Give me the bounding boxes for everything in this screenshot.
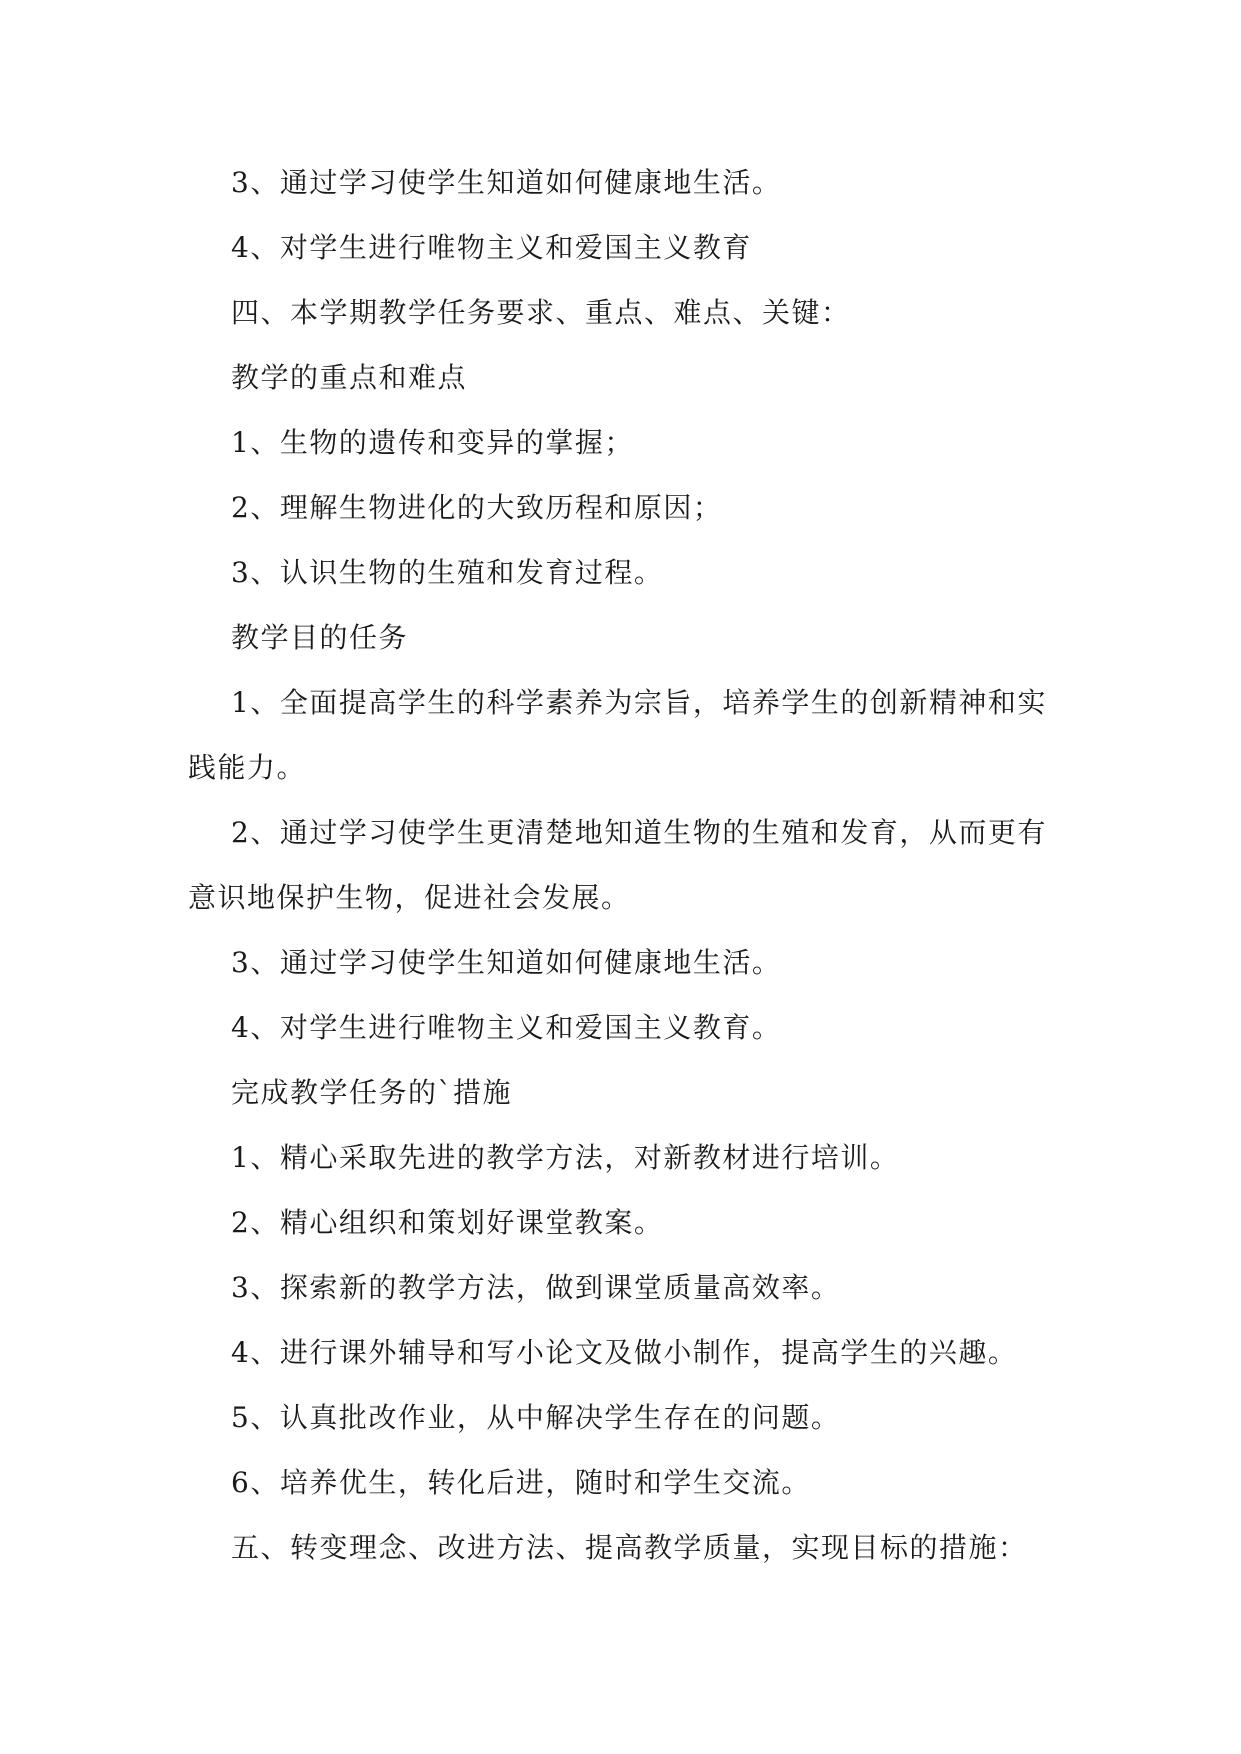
paragraph: 1、全面提高学生的科学素养为宗旨，培养学生的创新精神和实践能力。 bbox=[188, 686, 1047, 784]
paragraph: 1、精心采取先进的教学方法，对新教材进行培训。 bbox=[231, 1141, 900, 1174]
paragraph: 3、探索新的教学方法，做到课堂质量高效率。 bbox=[231, 1271, 841, 1304]
paragraph: 5、认真批改作业，从中解决学生存在的问题。 bbox=[231, 1401, 841, 1434]
subheading: 完成教学任务的`措施 bbox=[231, 1076, 513, 1109]
paragraph: 2、理解生物进化的大致历程和原因； bbox=[231, 491, 723, 524]
paragraph: 4、对学生进行唯物主义和爱国主义教育 bbox=[231, 231, 752, 264]
paragraph: 3、通过学习使学生知道如何健康地生活。 bbox=[231, 946, 782, 979]
paragraph: 6、培养优生，转化后进，随时和学生交流。 bbox=[231, 1466, 811, 1499]
subheading: 教学的重点和难点 bbox=[231, 361, 468, 394]
paragraph: 1、生物的遗传和变异的掌握； bbox=[231, 426, 634, 459]
paragraph: 3、通过学习使学生知道如何健康地生活。 bbox=[231, 166, 782, 199]
paragraph: 4、进行课外辅导和写小论文及做小制作，提高学生的兴趣。 bbox=[231, 1336, 1018, 1369]
section-heading: 五、转变理念、改进方法、提高教学质量，实现目标的措施： bbox=[231, 1531, 1028, 1564]
section-heading: 四、本学期教学任务要求、重点、难点、关键： bbox=[231, 296, 851, 329]
paragraph: 3、认识生物的生殖和发育过程。 bbox=[231, 556, 664, 589]
paragraph: 2、精心组织和策划好课堂教案。 bbox=[231, 1206, 664, 1239]
document-body bbox=[188, 150, 1068, 1580]
paragraph: 2、通过学习使学生更清楚地知道生物的生殖和发育，从而更有意识地保护生物，促进社会发展。 bbox=[188, 816, 1047, 914]
paragraph: 4、对学生进行唯物主义和爱国主义教育。 bbox=[231, 1011, 782, 1044]
subheading: 教学目的任务 bbox=[231, 621, 409, 654]
